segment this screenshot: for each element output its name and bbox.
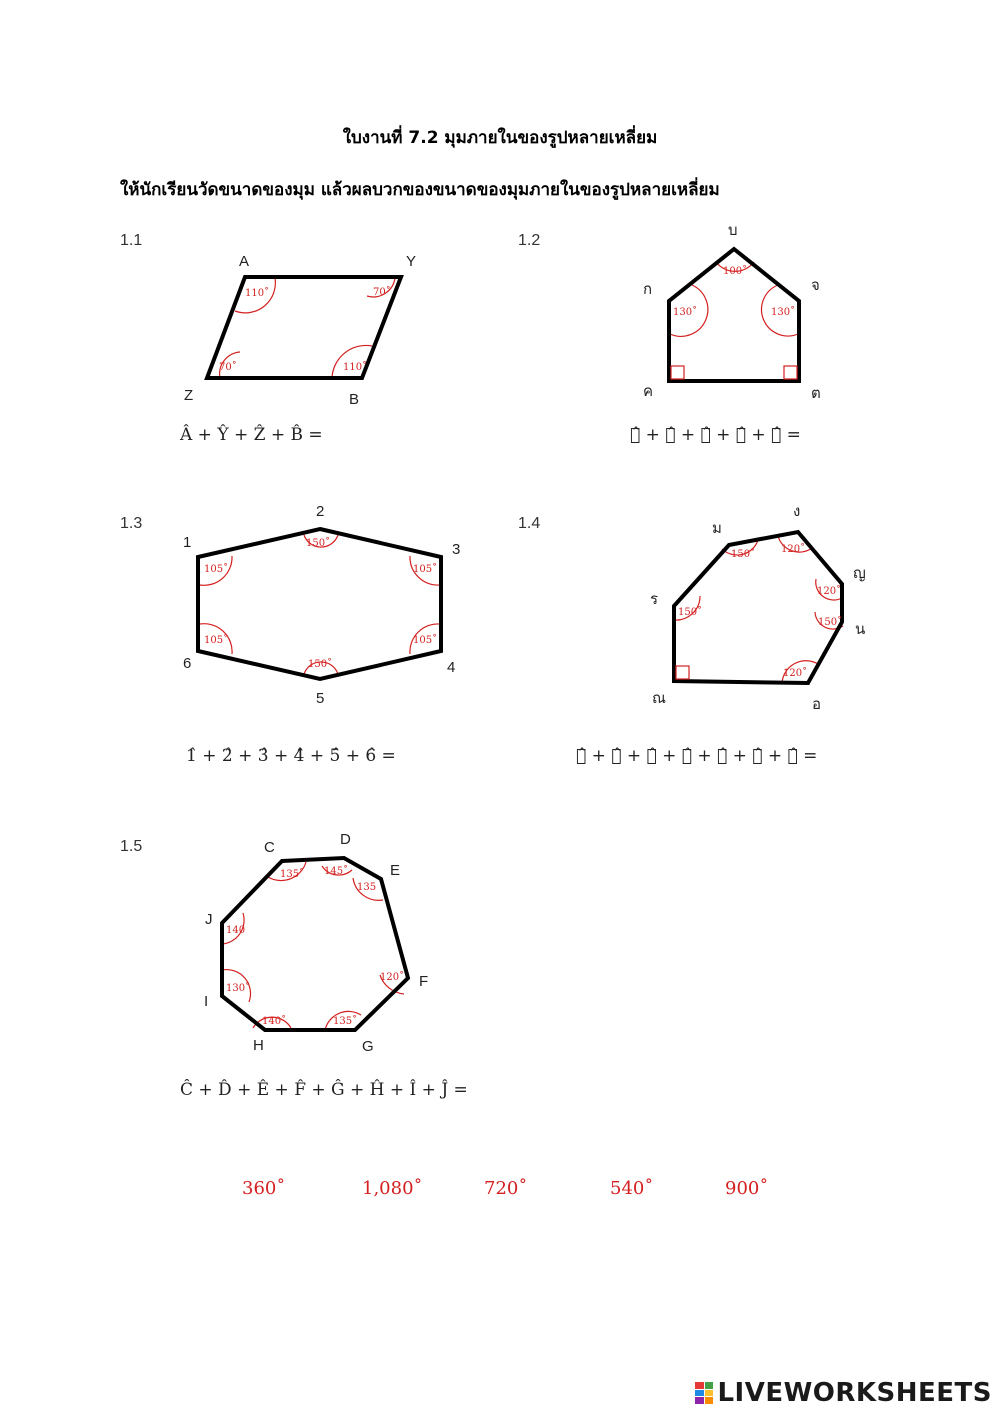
angle-label-1-5-d: 145˚ <box>324 866 349 877</box>
vertex-label-mo: ม <box>712 520 722 537</box>
problem-number: 1.2 <box>518 232 541 249</box>
vertex-label-y: Y <box>406 253 417 270</box>
vertex-label-bo: บ <box>728 222 738 239</box>
angle-label-1-1-z: 70˚ <box>219 362 237 373</box>
vertex-label-c: C <box>264 839 275 856</box>
formula-1-2: ก̂ + บ̂ + จ̂ + ต̂ + ค̂ = <box>630 425 801 445</box>
angle-label-1-2-ko: 130˚ <box>673 307 698 318</box>
vertex-label-3: 3 <box>452 541 461 558</box>
vertex-label-4: 4 <box>447 659 456 676</box>
vertex-label-2: 2 <box>316 503 325 520</box>
vertex-label-f: F <box>419 973 429 990</box>
octagon-1-5 <box>222 858 408 1030</box>
angle-label-1-4-o: 120˚ <box>783 668 808 679</box>
formula-1-4: ง̂ + ญ̂ + น̂ + อ̂ + ณ̂ + ร̂ + ม̂ = <box>576 746 818 766</box>
angle-label-1-2-jo: 130˚ <box>771 307 796 318</box>
angle-label-1-5-h: 140˚ <box>262 1016 287 1027</box>
vertex-label-5: 5 <box>316 690 325 707</box>
angle-label-1-4-ngo: 120˚ <box>781 544 806 555</box>
answer-choice[interactable]: 720˚ <box>484 1178 528 1199</box>
angle-label-1-4-mo: 150˚ <box>731 549 756 560</box>
vertex-label-ko: ก <box>643 281 653 298</box>
vertex-label-kho: ค <box>643 383 654 400</box>
logo-text: LIVEWORKSHEETS <box>717 1378 992 1408</box>
problem-number: 1.5 <box>120 838 143 855</box>
angle-label-1-1-b: 110˚ <box>343 362 368 373</box>
vertex-label-ro: ร <box>650 591 659 608</box>
angle-label-1-3-5: 150˚ <box>308 659 333 670</box>
vertex-label-o: อ <box>812 696 822 713</box>
problem-number: 1.3 <box>120 515 143 532</box>
vertex-label-6: 6 <box>183 655 192 672</box>
problem-number: 1.1 <box>120 232 143 249</box>
vertex-label-nno: ณ <box>652 690 666 707</box>
formula-1-3: 1̂ + 2̂ + 3̂ + 4̂ + 5̂ + 6̂ = <box>186 746 396 766</box>
liveworksheets-logo[interactable] <box>695 1378 992 1408</box>
angle-label-1-5-c: 135˚ <box>280 869 305 880</box>
vertex-label-b: B <box>349 391 360 408</box>
vertex-label-e: E <box>390 862 401 879</box>
hexagon-1-3 <box>198 529 441 679</box>
angle-label-1-3-4: 105˚ <box>413 635 438 646</box>
angle-label-1-1-a: 110˚ <box>245 288 270 299</box>
angle-label-1-4-ro: 150˚ <box>678 607 703 618</box>
worksheet-title: ใบงานที่ 7.2 มุมภายในของรูปหลายเหลี่ยม <box>342 128 658 148</box>
vertex-label-ngo: ง <box>793 503 801 520</box>
vertex-label-1: 1 <box>183 534 192 551</box>
problem-number: 1.4 <box>518 515 541 532</box>
formula-1-1: Â + Ŷ + Ẑ + B̂ = <box>180 425 323 445</box>
formula-1-5: Ĉ + D̂ + Ê + F̂ + Ĝ + Ĥ + Î + Ĵ = <box>180 1080 468 1100</box>
angle-label-1-3-6: 105˚ <box>204 635 229 646</box>
vertex-label-d: D <box>340 831 351 848</box>
angle-label-1-2-bo: 100˚ <box>723 266 748 277</box>
vertex-label-a: A <box>239 253 250 270</box>
vertex-label-j: J <box>205 911 213 928</box>
vertex-label-to: ต <box>811 385 821 402</box>
angle-label-1-3-3: 105˚ <box>413 564 438 575</box>
vertex-label-z: Z <box>184 387 194 404</box>
vertex-label-g: G <box>362 1038 374 1055</box>
vertex-label-jo: จ <box>811 277 820 294</box>
vertex-label-yo: ญ <box>853 565 866 582</box>
angle-label-1-4-yo: 120˚ <box>817 586 842 597</box>
worksheet-instruction: ให้นักเรียนวัดขนาดของมุม แล้วผลบวกของขนาดของมุมภายในของรูปหลายเหลี่ยม <box>120 180 720 200</box>
answer-choice[interactable]: 1,080˚ <box>362 1178 423 1199</box>
vertex-label-i: I <box>204 993 209 1010</box>
answer-choice[interactable]: 540˚ <box>610 1178 654 1199</box>
angle-label-1-5-j: 140 <box>226 925 246 936</box>
answer-choice[interactable]: 360˚ <box>242 1178 286 1199</box>
angle-label-1-5-g: 135˚ <box>333 1016 358 1027</box>
angle-label-1-5-f: 120˚ <box>380 972 405 983</box>
angle-label-1-5-e: 135 <box>357 882 377 893</box>
vertex-label-h: H <box>253 1037 264 1054</box>
vertex-label-no: น <box>855 621 866 638</box>
liveworksheets-logo-icon <box>695 1382 713 1404</box>
answer-choice[interactable]: 900˚ <box>725 1178 769 1199</box>
angle-label-1-3-1: 105˚ <box>204 564 229 575</box>
angle-label-1-3-2: 150˚ <box>306 538 331 549</box>
angle-label-1-1-y: 70˚ <box>373 287 391 298</box>
angle-label-1-5-i: 130˚ <box>226 983 251 994</box>
angle-label-1-4-no: 150˚ <box>818 617 843 628</box>
